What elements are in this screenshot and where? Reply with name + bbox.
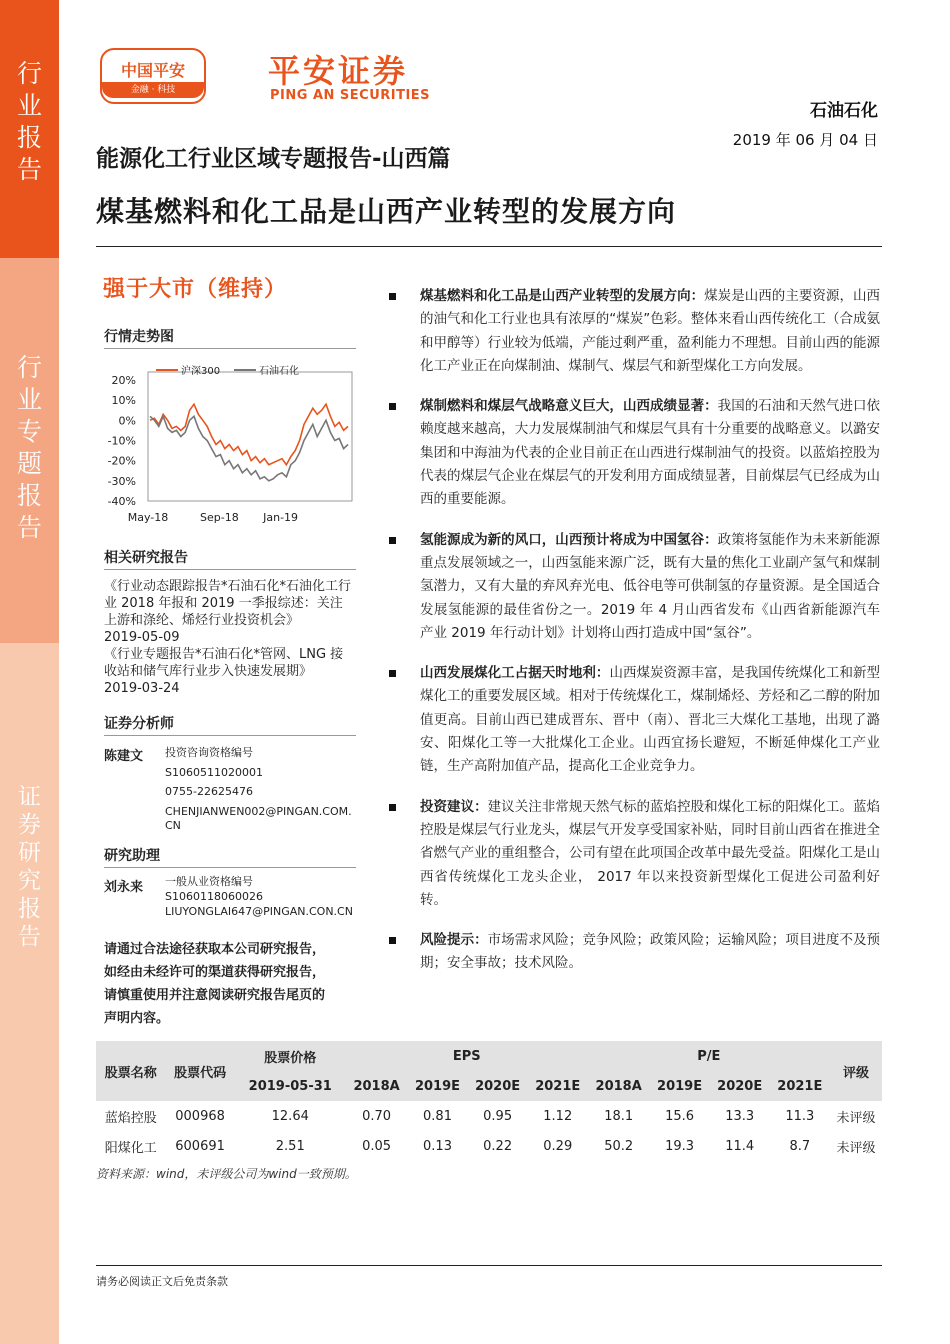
- col-header-year: 2021E: [528, 1071, 588, 1101]
- col-header-year: 2019E: [407, 1071, 467, 1101]
- cell-eps: 0.81: [423, 1108, 452, 1124]
- y-tick-label: 20%: [111, 374, 136, 387]
- sidebar-bottom: [0, 643, 59, 1344]
- key-point-head: 山西发展煤化工占据天时地利：: [420, 665, 610, 682]
- cell-pe: 50.2: [604, 1138, 634, 1154]
- report-subtitle: 能源化工行业区域专题报告-山西篇: [96, 146, 451, 172]
- table-row: [96, 1101, 882, 1131]
- analyst-name: 陈建文: [104, 749, 144, 764]
- cell-name: 阳煤化工: [104, 1140, 157, 1156]
- cell-pe: 11.4: [725, 1138, 755, 1154]
- assistant-cert-number: S1060118060026: [165, 890, 263, 903]
- analyst-email-cont[interactable]: CN: [165, 818, 181, 832]
- col-header-rating: 评级: [830, 1041, 882, 1101]
- bullet-square-icon: [389, 670, 396, 677]
- col-header-year: 2018A: [588, 1071, 650, 1101]
- key-point: [385, 285, 880, 378]
- assistant-email[interactable]: LIUYONGLAI647@PINGAN.CON.CN: [165, 905, 353, 918]
- related-section-title: 相关研究报告: [104, 550, 188, 566]
- related-report-list: [104, 578, 352, 697]
- industry-label: 石油石化: [810, 101, 878, 121]
- cell-eps: 0.13: [423, 1138, 452, 1154]
- bullet-square-icon: [389, 537, 396, 544]
- sidebar-middle: [0, 258, 59, 643]
- sidebar-top-label: 行业报告: [16, 59, 42, 184]
- legal-notice: 请通过合法途径获取本公司研究报告，如经由未经许可的渠道获得研究报告，请慎重使用并注意阅读研究报告尾页的声明内容。: [104, 942, 326, 1026]
- x-tick-label: Sep-18: [200, 511, 239, 524]
- col-header-price: 股票价格: [235, 1041, 346, 1071]
- cell-pe: 15.6: [665, 1108, 695, 1124]
- analyst-email[interactable]: CHENJIANWEN002@PINGAN.COM.: [165, 804, 352, 818]
- cell-rating: 未评级: [836, 1140, 876, 1156]
- cell-pe: 13.3: [725, 1108, 755, 1124]
- stock-table: [96, 1041, 882, 1161]
- analyst-details: [165, 743, 365, 833]
- key-point: [385, 929, 880, 976]
- cell-pe: 18.1: [604, 1108, 634, 1124]
- chart-frame: [148, 372, 352, 501]
- assistant-name: 刘永来: [104, 880, 144, 895]
- rating: 强于大市（维持）: [103, 277, 288, 302]
- related-report-item[interactable]: [104, 646, 352, 697]
- section-divider: [104, 735, 356, 736]
- cell-eps: 0.95: [483, 1108, 513, 1124]
- y-tick-label: 10%: [111, 394, 136, 408]
- cell-eps: 1.12: [543, 1108, 573, 1124]
- analyst-section-title: 证券分析师: [104, 716, 174, 732]
- bullet-square-icon: [389, 937, 396, 944]
- securities-logo-en: PING AN SECURITIES: [270, 88, 431, 103]
- analyst-cert-number: S1060511020001: [165, 765, 263, 779]
- key-point-body: 建议关注非常规天然气标的蓝焰控股和煤化工标的阳煤化工。蓝焰控股是煤层气行业龙头，煤层气开发享受国家补贴，同时目前山西省在推进全省燃气产业的重组整合，公司有望在此项国企改革中最先受益。阳煤化工是山西省传统煤化工龙头企业， 2017 年以来投资新型煤化工促进公司盈利好转。: [420, 798, 881, 908]
- sidebar-bottom-label: 证券研究报告: [18, 784, 41, 950]
- bullet-square-icon: [389, 293, 396, 300]
- bullet-square-icon: [389, 403, 396, 410]
- pingan-logo: [100, 48, 206, 104]
- chart-section-title: 行情走势图: [104, 329, 174, 345]
- col-header-year: 2020E: [710, 1071, 770, 1101]
- cell-pe: 8.7: [789, 1138, 811, 1154]
- legend-label: 石油石化: [259, 366, 299, 377]
- report-title: 煤基燃料和化工品是山西产业转型的发展方向: [96, 195, 677, 228]
- key-point: [385, 395, 880, 511]
- key-point-body: 山西煤炭资源丰富，是我国传统煤化工和新型煤化工的重要发展区域。相对于传统煤化工，煤制烯烃、芳烃和乙二醇的附加值更高。目前山西已建成晋东、晋中（南）、晋北三大煤化工基地，出现了潞安、阳煤化工等一大批煤化工企业。山西宜扬长避短，不断延伸煤化工产业链，生产高附加值产品，提高化工企业竞争力。: [420, 665, 881, 775]
- analyst-cert-label: 投资咨询资格编号: [165, 746, 253, 759]
- key-point-head: 投资建议：: [420, 798, 488, 815]
- assistant-section-title: 研究助理: [104, 848, 160, 864]
- cell-eps: 0.22: [483, 1138, 513, 1154]
- bullet-square-icon: [389, 804, 396, 811]
- col-header-code: 股票代码: [165, 1041, 234, 1101]
- key-points: [385, 285, 880, 993]
- footer-divider: [96, 1265, 882, 1266]
- analyst-phone: 0755-22625476: [165, 785, 253, 798]
- related-report-text[interactable]: 《行业动态跟踪报告*石油石化*石油化工行业 2018 年报和 2019 一季报综述：关注上游和涤纶、烯烃行业投资机会》: [104, 579, 352, 628]
- section-divider: [104, 867, 356, 868]
- series-line-petrochem: [150, 416, 348, 481]
- key-point-body: 煤炭是山西的主要资源，山西的油气和化工行业也具有浓厚的“煤炭”色彩。整体来看山西传统化工（合成氨和甲醇等）行业较为低端，产能过剩严重，盈利能力不理想。目前山西的能源化工产业正在向煤制油、煤制气、煤层气和新型煤化工方向发展。: [420, 288, 881, 374]
- key-point-head: 氢能源成为新的风口，山西预计将成为中国氢谷：: [420, 531, 718, 548]
- title-divider: [96, 246, 882, 247]
- x-tick-label: May-18: [127, 511, 169, 524]
- cell-eps: 0.05: [362, 1138, 392, 1154]
- cell-rating: 未评级: [836, 1110, 876, 1126]
- footer-disclaimer[interactable]: 请务必阅读正文后免责条款: [96, 1275, 228, 1288]
- y-tick-label: 0%: [118, 414, 136, 428]
- key-point: [385, 529, 880, 645]
- cell-eps: 0.70: [362, 1108, 392, 1124]
- sidebar-middle-label: 行业专题报告: [16, 353, 42, 542]
- col-header-year: 2020E: [468, 1071, 528, 1101]
- table-source: 资料来源：wind，未评级公司为wind一致预期。: [96, 1167, 357, 1181]
- col-header-pe: P/E: [588, 1041, 830, 1071]
- col-header-year: 2021E: [770, 1071, 830, 1101]
- market-chart: [100, 358, 360, 528]
- sidebar-top: [0, 0, 59, 258]
- y-tick-label: -40%: [107, 495, 136, 508]
- key-point-head: 风险提示：: [420, 932, 488, 949]
- related-report-item[interactable]: [104, 578, 352, 646]
- y-tick-label: -30%: [107, 474, 136, 488]
- table-row: [96, 1131, 882, 1161]
- assistant-details: [165, 874, 365, 919]
- key-point-body: 市场需求风险；竞争风险；政策风险；运输风险；项目进度不及预期；安全事故；技术风险。: [420, 932, 881, 972]
- key-point-body: 政策将氢能作为未来新能源重点发展领域之一，山西氢能来源广泛，既有大量的焦化工业副产氢气和煤制氢潜力，又有大量的弃风弃光电、低谷电等可供制氢的存量资源。是全国适合发展氢能源的最佳省份之一。2019 年 4 月山西省发布《山西省新能源汽车产业 2019 年行动计划》计划将山西打造成中国“氢谷”。: [420, 531, 881, 641]
- key-point-body: 我国的石油和天然气进口依赖度越来越高，大力发展煤制油气和煤层气具有十分重要的战略意义。以潞安集团和中海油为代表的企业目前正在山西进行煤制油气的投资。以蓝焰控股为代表的煤层气企业在煤层气的开发利用方面成绩显著，目前煤层气已经成为山西的重要能源。: [420, 398, 881, 508]
- col-header-name: 股票名称: [96, 1041, 165, 1101]
- related-report-date: 2019-05-09: [104, 630, 180, 645]
- y-tick-label: -10%: [107, 434, 136, 448]
- securities-logo-cn: 平安证券: [268, 52, 409, 90]
- cell-eps: 0.29: [543, 1138, 573, 1154]
- section-divider: [104, 348, 356, 349]
- related-report-text[interactable]: 《行业专题报告*石油石化*管网、LNG 接收站和储气库行业步入快速发展期》: [104, 647, 344, 679]
- col-header-year: 2018A: [346, 1071, 408, 1101]
- key-point-head: 煤基燃料和化工品是山西产业转型的发展方向：: [420, 288, 705, 304]
- x-tick-label: Jan-19: [263, 511, 299, 524]
- col-header-year: 2019E: [650, 1071, 710, 1101]
- cell-name: 蓝焰控股: [104, 1110, 157, 1126]
- key-point: [385, 796, 880, 912]
- cell-price: 12.64: [271, 1108, 309, 1124]
- legend-label: 沪深300: [181, 366, 221, 377]
- related-report-date: 2019-03-24: [104, 681, 180, 696]
- cell-pe: 19.3: [665, 1138, 695, 1154]
- col-header-price-date: 2019-05-31: [235, 1071, 346, 1101]
- key-point-head: 煤制燃料和煤层气战略意义巨大，山西成绩显著：: [420, 398, 718, 415]
- cell-price: 2.51: [275, 1138, 305, 1154]
- cell-code: 600691: [175, 1138, 225, 1154]
- cell-code: 000968: [175, 1108, 225, 1124]
- key-point: [385, 662, 880, 778]
- pingan-logo-text: 中国平安: [120, 61, 185, 80]
- col-header-eps: EPS: [346, 1041, 588, 1071]
- y-tick-label: -20%: [107, 454, 136, 468]
- pingan-logo-tag: 金融 · 科技: [102, 82, 204, 98]
- report-date: 2019 年 06 月 04 日: [732, 131, 878, 149]
- assistant-cert-label: 一般从业资格编号: [165, 875, 253, 888]
- cell-pe: 11.3: [785, 1108, 815, 1124]
- section-divider: [104, 569, 356, 570]
